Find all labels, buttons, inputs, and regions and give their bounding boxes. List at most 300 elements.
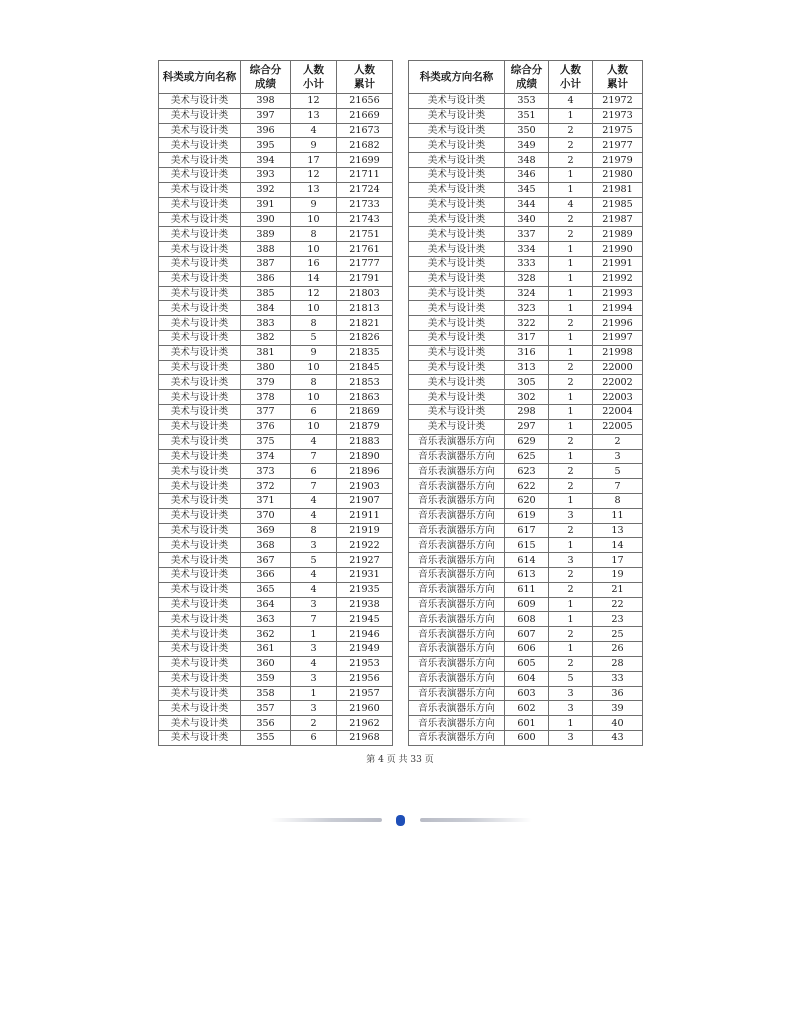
divider-line-right xyxy=(420,818,532,822)
cell-subtotal: 3 xyxy=(549,686,593,701)
cell-cumulative: 43 xyxy=(593,730,643,745)
cell-cumulative: 21673 xyxy=(337,123,393,138)
cell-cumulative: 21962 xyxy=(337,716,393,731)
cell-subtotal: 3 xyxy=(549,508,593,523)
cell-score: 356 xyxy=(241,716,291,731)
cell-score: 622 xyxy=(505,479,549,494)
table-row xyxy=(409,671,643,686)
cell-subtotal: 2 xyxy=(549,375,593,390)
cell-cumulative: 21890 xyxy=(337,449,393,464)
table-row xyxy=(159,138,393,153)
cell-category: 音乐表演器乐方向 xyxy=(409,730,505,745)
cell-category: 音乐表演器乐方向 xyxy=(409,523,505,538)
table-row xyxy=(409,464,643,479)
cell-cumulative: 21945 xyxy=(337,612,393,627)
cell-category: 美术与设计类 xyxy=(159,94,241,109)
cell-subtotal: 1 xyxy=(549,405,593,420)
cell-score: 398 xyxy=(241,94,291,109)
table-row xyxy=(409,582,643,597)
cell-category: 美术与设计类 xyxy=(409,212,505,227)
cell-cumulative: 21 xyxy=(593,582,643,597)
cell-subtotal: 8 xyxy=(291,375,337,390)
cell-category: 美术与设计类 xyxy=(409,123,505,138)
table-row xyxy=(409,508,643,523)
cell-score: 369 xyxy=(241,523,291,538)
table-row xyxy=(409,212,643,227)
cell-score: 376 xyxy=(241,419,291,434)
cell-subtotal: 4 xyxy=(549,94,593,109)
cell-cumulative: 21919 xyxy=(337,523,393,538)
cell-subtotal: 8 xyxy=(291,227,337,242)
table-row xyxy=(159,123,393,138)
cell-cumulative: 21883 xyxy=(337,434,393,449)
cell-subtotal: 4 xyxy=(291,656,337,671)
cell-category: 美术与设计类 xyxy=(159,479,241,494)
cell-score: 365 xyxy=(241,582,291,597)
cell-subtotal: 10 xyxy=(291,242,337,257)
cell-score: 619 xyxy=(505,508,549,523)
table-row xyxy=(159,612,393,627)
cell-subtotal: 8 xyxy=(291,316,337,331)
cell-cumulative: 22002 xyxy=(593,375,643,390)
cell-subtotal: 13 xyxy=(291,182,337,197)
cell-score: 602 xyxy=(505,701,549,716)
cell-cumulative: 26 xyxy=(593,642,643,657)
cell-score: 344 xyxy=(505,197,549,212)
cell-score: 382 xyxy=(241,331,291,346)
cell-score: 360 xyxy=(241,656,291,671)
table-row xyxy=(159,153,393,168)
table-row xyxy=(409,242,643,257)
table-row xyxy=(409,197,643,212)
cell-subtotal: 7 xyxy=(291,449,337,464)
table-row xyxy=(409,701,643,716)
cell-category: 美术与设计类 xyxy=(159,419,241,434)
table-row xyxy=(159,508,393,523)
cell-cumulative: 21946 xyxy=(337,627,393,642)
table-row xyxy=(159,182,393,197)
table-row xyxy=(409,331,643,346)
cell-category: 美术与设计类 xyxy=(159,138,241,153)
cell-cumulative: 21907 xyxy=(337,493,393,508)
cell-cumulative: 21998 xyxy=(593,345,643,360)
cell-category: 音乐表演器乐方向 xyxy=(409,449,505,464)
cell-cumulative: 21979 xyxy=(593,153,643,168)
page-number: 第 4 页 共 33 页 xyxy=(366,755,434,765)
cell-cumulative: 21656 xyxy=(337,94,393,109)
cell-cumulative: 21977 xyxy=(593,138,643,153)
cell-cumulative: 21743 xyxy=(337,212,393,227)
cell-score: 351 xyxy=(505,108,549,123)
table-row xyxy=(409,316,643,331)
cell-category: 美术与设计类 xyxy=(409,316,505,331)
cell-subtotal: 3 xyxy=(549,701,593,716)
table-row xyxy=(159,656,393,671)
table-row xyxy=(159,464,393,479)
cell-subtotal: 12 xyxy=(291,168,337,183)
cell-category: 美术与设计类 xyxy=(409,301,505,316)
cell-score: 357 xyxy=(241,701,291,716)
cell-score: 328 xyxy=(505,271,549,286)
cell-category: 美术与设计类 xyxy=(159,701,241,716)
cell-subtotal: 6 xyxy=(291,405,337,420)
cell-cumulative: 21991 xyxy=(593,256,643,271)
table-row xyxy=(159,730,393,745)
cell-score: 396 xyxy=(241,123,291,138)
cell-category: 音乐表演器乐方向 xyxy=(409,686,505,701)
table-row xyxy=(409,153,643,168)
cell-subtotal: 2 xyxy=(549,153,593,168)
cell-category: 美术与设计类 xyxy=(159,316,241,331)
cell-score: 359 xyxy=(241,671,291,686)
cell-category: 美术与设计类 xyxy=(409,256,505,271)
cell-cumulative: 21996 xyxy=(593,316,643,331)
cell-category: 美术与设计类 xyxy=(159,271,241,286)
cell-cumulative: 21981 xyxy=(593,182,643,197)
cell-subtotal: 1 xyxy=(549,642,593,657)
cell-cumulative: 33 xyxy=(593,671,643,686)
cell-subtotal: 1 xyxy=(549,271,593,286)
cell-cumulative: 17 xyxy=(593,553,643,568)
cell-subtotal: 2 xyxy=(549,582,593,597)
cell-subtotal: 4 xyxy=(291,434,337,449)
cell-category: 美术与设计类 xyxy=(159,242,241,257)
cell-category: 美术与设计类 xyxy=(159,227,241,242)
cell-category: 美术与设计类 xyxy=(159,108,241,123)
cell-subtotal: 2 xyxy=(549,123,593,138)
cell-subtotal: 2 xyxy=(291,716,337,731)
cell-category: 美术与设计类 xyxy=(409,405,505,420)
cell-category: 美术与设计类 xyxy=(159,582,241,597)
table-row xyxy=(409,612,643,627)
table-row xyxy=(159,419,393,434)
cell-score: 379 xyxy=(241,375,291,390)
cell-cumulative: 21989 xyxy=(593,227,643,242)
cell-cumulative: 2 xyxy=(593,434,643,449)
cell-score: 605 xyxy=(505,656,549,671)
cell-score: 353 xyxy=(505,94,549,109)
cell-subtotal: 6 xyxy=(291,730,337,745)
table-row xyxy=(159,271,393,286)
table-row xyxy=(409,686,643,701)
table-row xyxy=(159,716,393,731)
cell-score: 395 xyxy=(241,138,291,153)
cell-subtotal: 1 xyxy=(549,419,593,434)
cell-category: 音乐表演器乐方向 xyxy=(409,627,505,642)
cell-score: 388 xyxy=(241,242,291,257)
cell-cumulative: 21960 xyxy=(337,701,393,716)
cell-category: 美术与设计类 xyxy=(159,168,241,183)
cell-score: 333 xyxy=(505,256,549,271)
cell-subtotal: 1 xyxy=(549,242,593,257)
cell-cumulative: 13 xyxy=(593,523,643,538)
cell-subtotal: 2 xyxy=(549,523,593,538)
cell-cumulative: 19 xyxy=(593,568,643,583)
cell-subtotal: 1 xyxy=(549,345,593,360)
cell-cumulative: 21699 xyxy=(337,153,393,168)
cell-category: 美术与设计类 xyxy=(409,375,505,390)
cell-subtotal: 1 xyxy=(549,286,593,301)
cell-cumulative: 21987 xyxy=(593,212,643,227)
cell-cumulative: 21751 xyxy=(337,227,393,242)
cell-score: 334 xyxy=(505,242,549,257)
table-row xyxy=(159,301,393,316)
cell-category: 美术与设计类 xyxy=(159,671,241,686)
cell-category: 美术与设计类 xyxy=(159,375,241,390)
table-row xyxy=(409,597,643,612)
cell-category: 美术与设计类 xyxy=(159,434,241,449)
cell-cumulative: 21821 xyxy=(337,316,393,331)
table-row xyxy=(409,434,643,449)
cell-category: 音乐表演器乐方向 xyxy=(409,493,505,508)
cell-cumulative: 21994 xyxy=(593,301,643,316)
cell-cumulative: 3 xyxy=(593,449,643,464)
cell-category: 美术与设计类 xyxy=(409,331,505,346)
cell-cumulative: 21949 xyxy=(337,642,393,657)
cell-category: 美术与设计类 xyxy=(159,730,241,745)
table-row xyxy=(159,316,393,331)
table-row xyxy=(409,227,643,242)
cell-subtotal: 1 xyxy=(549,612,593,627)
cell-cumulative: 21911 xyxy=(337,508,393,523)
cell-subtotal: 2 xyxy=(549,212,593,227)
cell-subtotal: 5 xyxy=(291,331,337,346)
table-row xyxy=(159,701,393,716)
cell-score: 383 xyxy=(241,316,291,331)
table-row xyxy=(409,286,643,301)
cell-score: 350 xyxy=(505,123,549,138)
table-row xyxy=(409,375,643,390)
cell-category: 美术与设计类 xyxy=(159,182,241,197)
cell-cumulative: 22005 xyxy=(593,419,643,434)
header-category: 科类或方向名称 xyxy=(409,61,505,94)
cell-score: 617 xyxy=(505,523,549,538)
table-row xyxy=(159,331,393,346)
cell-subtotal: 2 xyxy=(549,479,593,494)
cell-category: 美术与设计类 xyxy=(409,271,505,286)
cell-subtotal: 3 xyxy=(291,538,337,553)
cell-score: 370 xyxy=(241,508,291,523)
cell-score: 345 xyxy=(505,182,549,197)
cell-subtotal: 7 xyxy=(291,479,337,494)
cell-cumulative: 21972 xyxy=(593,94,643,109)
cell-cumulative: 21927 xyxy=(337,553,393,568)
table-row xyxy=(409,538,643,553)
table-row xyxy=(159,493,393,508)
cell-score: 606 xyxy=(505,642,549,657)
table-row xyxy=(159,286,393,301)
cell-score: 386 xyxy=(241,271,291,286)
cell-subtotal: 2 xyxy=(549,568,593,583)
cell-category: 美术与设计类 xyxy=(159,538,241,553)
cell-score: 380 xyxy=(241,360,291,375)
cell-category: 美术与设计类 xyxy=(159,153,241,168)
cell-subtotal: 3 xyxy=(291,701,337,716)
cell-category: 音乐表演器乐方向 xyxy=(409,508,505,523)
cell-cumulative: 21993 xyxy=(593,286,643,301)
table-row xyxy=(159,627,393,642)
table-row xyxy=(159,227,393,242)
cell-category: 美术与设计类 xyxy=(159,656,241,671)
cell-subtotal: 3 xyxy=(291,642,337,657)
cell-subtotal: 10 xyxy=(291,212,337,227)
cell-score: 613 xyxy=(505,568,549,583)
cell-cumulative: 21791 xyxy=(337,271,393,286)
cell-score: 373 xyxy=(241,464,291,479)
cell-cumulative: 21931 xyxy=(337,568,393,583)
cell-score: 389 xyxy=(241,227,291,242)
table-row xyxy=(409,553,643,568)
table-row xyxy=(409,730,643,745)
table-row xyxy=(159,108,393,123)
table-row xyxy=(159,568,393,583)
cell-category: 美术与设计类 xyxy=(409,419,505,434)
header-cumulative: 人数 累计 xyxy=(337,61,393,94)
cell-score: 393 xyxy=(241,168,291,183)
header-cumulative: 人数 累计 xyxy=(593,61,643,94)
cell-category: 美术与设计类 xyxy=(159,523,241,538)
cell-subtotal: 9 xyxy=(291,345,337,360)
cell-cumulative: 21761 xyxy=(337,242,393,257)
cell-category: 美术与设计类 xyxy=(409,108,505,123)
cell-category: 美术与设计类 xyxy=(159,405,241,420)
cell-score: 358 xyxy=(241,686,291,701)
table-row xyxy=(409,108,643,123)
cell-score: 608 xyxy=(505,612,549,627)
cell-cumulative: 21863 xyxy=(337,390,393,405)
table-row xyxy=(159,434,393,449)
cell-category: 音乐表演器乐方向 xyxy=(409,464,505,479)
cell-category: 美术与设计类 xyxy=(159,212,241,227)
header-subtotal: 人数 小计 xyxy=(291,61,337,94)
cell-score: 349 xyxy=(505,138,549,153)
cell-score: 367 xyxy=(241,553,291,568)
header-subtotal: 人数 小计 xyxy=(549,61,593,94)
cell-score: 387 xyxy=(241,256,291,271)
table-row xyxy=(409,256,643,271)
table-row xyxy=(409,271,643,286)
table-row xyxy=(409,138,643,153)
cell-category: 美术与设计类 xyxy=(159,597,241,612)
cell-subtotal: 4 xyxy=(291,582,337,597)
table-header-row xyxy=(159,61,393,94)
cell-category: 美术与设计类 xyxy=(159,553,241,568)
cell-score: 340 xyxy=(505,212,549,227)
cell-score: 394 xyxy=(241,153,291,168)
cell-score: 375 xyxy=(241,434,291,449)
cell-cumulative: 21879 xyxy=(337,419,393,434)
cell-subtotal: 3 xyxy=(549,553,593,568)
cell-cumulative: 21956 xyxy=(337,671,393,686)
cell-cumulative: 21992 xyxy=(593,271,643,286)
cell-category: 美术与设计类 xyxy=(409,182,505,197)
cell-cumulative: 21853 xyxy=(337,375,393,390)
cell-cumulative: 21777 xyxy=(337,256,393,271)
score-distribution-sheet xyxy=(158,60,642,748)
cell-subtotal: 1 xyxy=(549,597,593,612)
cell-subtotal: 5 xyxy=(549,671,593,686)
cell-category: 美术与设计类 xyxy=(159,642,241,657)
table-row xyxy=(409,123,643,138)
cell-cumulative: 21845 xyxy=(337,360,393,375)
cell-category: 美术与设计类 xyxy=(159,390,241,405)
cell-cumulative: 5 xyxy=(593,464,643,479)
cell-subtotal: 1 xyxy=(291,686,337,701)
table-row xyxy=(159,479,393,494)
cell-cumulative: 21968 xyxy=(337,730,393,745)
cell-score: 615 xyxy=(505,538,549,553)
cell-category: 美术与设计类 xyxy=(159,286,241,301)
cell-cumulative: 21669 xyxy=(337,108,393,123)
cell-subtotal: 17 xyxy=(291,153,337,168)
cell-score: 611 xyxy=(505,582,549,597)
table-row xyxy=(159,449,393,464)
cell-category: 音乐表演器乐方向 xyxy=(409,642,505,657)
cell-score: 355 xyxy=(241,730,291,745)
cell-category: 美术与设计类 xyxy=(409,197,505,212)
cell-category: 音乐表演器乐方向 xyxy=(409,656,505,671)
cell-category: 音乐表演器乐方向 xyxy=(409,701,505,716)
cell-score: 364 xyxy=(241,597,291,612)
cell-score: 381 xyxy=(241,345,291,360)
cell-category: 美术与设计类 xyxy=(159,197,241,212)
cell-category: 美术与设计类 xyxy=(409,153,505,168)
cell-cumulative: 21953 xyxy=(337,656,393,671)
cell-subtotal: 4 xyxy=(549,197,593,212)
cell-score: 607 xyxy=(505,627,549,642)
cell-cumulative: 39 xyxy=(593,701,643,716)
cell-subtotal: 9 xyxy=(291,138,337,153)
cell-score: 368 xyxy=(241,538,291,553)
table-row xyxy=(409,523,643,538)
cell-cumulative: 36 xyxy=(593,686,643,701)
cell-score: 323 xyxy=(505,301,549,316)
cell-subtotal: 16 xyxy=(291,256,337,271)
table-row xyxy=(159,582,393,597)
cell-cumulative: 11 xyxy=(593,508,643,523)
header-score: 综合分 成绩 xyxy=(505,61,549,94)
cell-cumulative: 21896 xyxy=(337,464,393,479)
table-row xyxy=(409,716,643,731)
cell-subtotal: 1 xyxy=(549,182,593,197)
cell-cumulative: 25 xyxy=(593,627,643,642)
cell-subtotal: 1 xyxy=(549,168,593,183)
cell-score: 322 xyxy=(505,316,549,331)
table-row xyxy=(159,405,393,420)
cell-score: 346 xyxy=(505,168,549,183)
table-row xyxy=(409,479,643,494)
cell-category: 音乐表演器乐方向 xyxy=(409,671,505,686)
cell-score: 614 xyxy=(505,553,549,568)
table-row xyxy=(409,627,643,642)
table-row xyxy=(409,182,643,197)
cell-category: 音乐表演器乐方向 xyxy=(409,568,505,583)
cell-subtotal: 4 xyxy=(291,493,337,508)
cell-category: 美术与设计类 xyxy=(409,360,505,375)
page-divider xyxy=(0,812,800,828)
cell-subtotal: 14 xyxy=(291,271,337,286)
cell-score: 317 xyxy=(505,331,549,346)
table-row xyxy=(159,553,393,568)
cell-subtotal: 2 xyxy=(549,434,593,449)
cell-cumulative: 21975 xyxy=(593,123,643,138)
cell-subtotal: 13 xyxy=(291,108,337,123)
cell-category: 音乐表演器乐方向 xyxy=(409,553,505,568)
cell-cumulative: 21869 xyxy=(337,405,393,420)
cell-subtotal: 1 xyxy=(549,449,593,464)
cell-subtotal: 12 xyxy=(291,94,337,109)
divider-line-left xyxy=(270,818,382,822)
